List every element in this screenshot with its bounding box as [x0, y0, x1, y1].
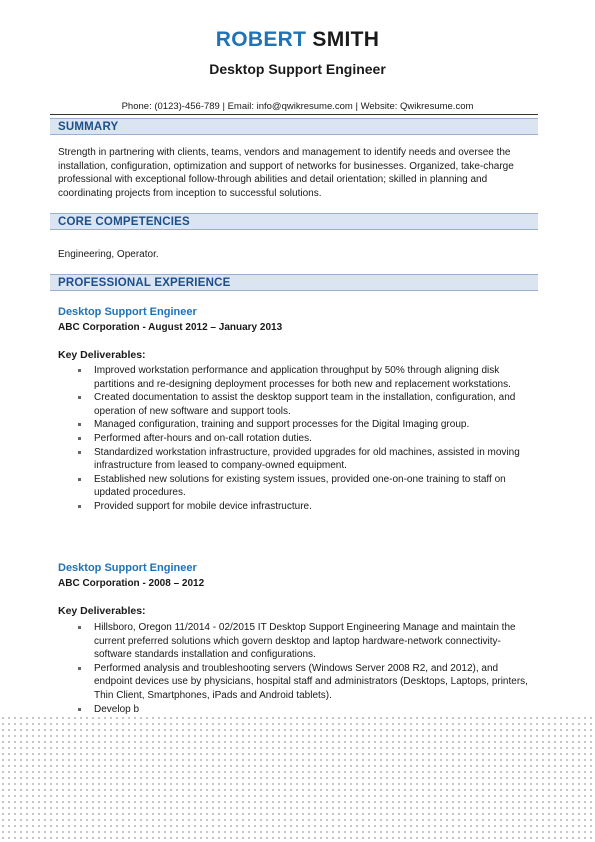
last-name: SMITH [312, 28, 380, 51]
experience-heading: PROFESSIONAL EXPERIENCE [58, 277, 231, 289]
job-title: Desktop Support Engineer [209, 61, 386, 77]
list-item: Established new solutions for existing system issues, provided one-on-one training to staff on updated procedures. [58, 473, 538, 500]
list-item: Develop b [58, 703, 538, 717]
deliverables-label: Key Deliverables: [58, 605, 146, 617]
header-divider [50, 114, 538, 115]
competencies-text: Engineering, Operator. [58, 249, 159, 260]
job-company: ABC Corporation - August 2012 – January 2013 [58, 322, 283, 333]
deliverables-label: Key Deliverables: [58, 349, 146, 361]
contact-line: Phone: (0123)-456-789 | Email: info@qwikresume.com | Website: Qwikresume.com [121, 101, 474, 112]
deliverables-list [58, 364, 538, 514]
summary-text: Strength in partnering with clients, teams, vendors and management to identify needs and oversee the installation, configuration, optimization and support of networks for businesses. Organized, take-charge professional with exceptional follow-through abilities and detail orientation; skilled in planning and coordinating projects from inception to successful solutions. [58, 147, 514, 199]
job-role: Desktop Support Engineer [58, 562, 197, 574]
candidate-name [0, 28, 595, 52]
first-name: ROBERT [215, 28, 307, 51]
list-item: Performed analysis and troubleshooting servers (Windows Server 2008 R2, and 2012), and endpoint devices use by physicians, hospital staff and administrators (Desktops, Laptops, printers, Thin Client, Smartphones, iPads and Android tablets). [58, 662, 538, 703]
list-item: Created documentation to assist the desktop support team in the installation, configuration, and operation of new software and support tools. [58, 391, 538, 418]
job-role: Desktop Support Engineer [58, 306, 197, 318]
experience-heading-bar [50, 274, 538, 291]
summary-heading-bar [50, 118, 538, 135]
list-item: Managed configuration, training and support processes for the Digital Imaging group. [58, 418, 538, 432]
competencies-heading-bar [50, 213, 538, 230]
list-item: Standardized workstation infrastructure, provided upgrades for old machines, assisted in moving infrastructure from leased to company-owned equipment. [58, 446, 538, 473]
list-item: Improved workstation performance and application throughput by 50% through aligning disk partitions and re-designing deployment processes for both new and replacement workstations. [58, 364, 538, 391]
list-item: Hillsboro, Oregon 11/2014 - 02/2015 IT Desktop Support Engineering Manage and maintain the current preferred solutions which govern desktop and laptop hardware-network connectivity-software standards installation and configurations. [58, 621, 538, 662]
summary-heading: SUMMARY [58, 121, 119, 133]
competencies-heading: CORE COMPETENCIES [58, 216, 190, 228]
list-item: Performed after-hours and on-call rotation duties. [58, 432, 538, 446]
list-item: Provided support for mobile device infrastructure. [58, 500, 538, 514]
deliverables-list [58, 621, 538, 716]
job-company: ABC Corporation - 2008 – 2012 [58, 578, 205, 589]
preview-fade-overlay [0, 715, 595, 842]
